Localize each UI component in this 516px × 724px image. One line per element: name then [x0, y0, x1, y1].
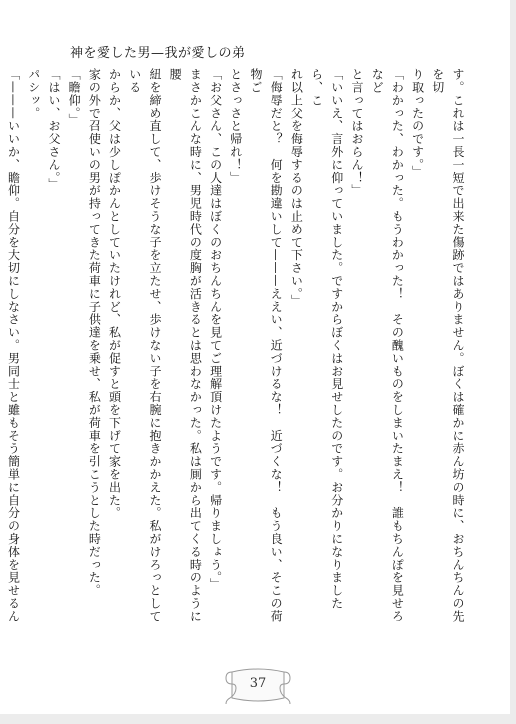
text-line: 「瞻仰。」 [67, 68, 82, 127]
text-line: れ以上父を侮辱するのは止めて下さい。」 [289, 68, 304, 308]
vertical-text-body [6, 68, 468, 628]
page-edge-bottom [0, 714, 516, 724]
text-line: とさっさと帰れ！」 [228, 68, 243, 185]
text-line: パシッ。 [26, 68, 41, 120]
running-head-title: 神を愛した男—我が愛しの弟 [70, 46, 246, 61]
text-line: からか、父は少しぽかんとしていたけれど、私が促すと頭を下げて家を出た。 [107, 68, 122, 520]
text-line: 家の外で召使いの男が持ってきた荷車に子供達を乗せ、私が荷車を引こうとした時だった。 [87, 68, 102, 597]
page-number-scroll [222, 664, 294, 706]
page-number: 37 [249, 676, 267, 691]
text-line: 「———いいか、瞻仰。自分を大切にしなさい。男同士と雖もそう簡単に自分の身体を見せるん [6, 68, 21, 623]
text-line: す。これは一長一短で出来た傷跡ではありません。ぼくは確かに赤ん坊の時に、おちんちんの先を切 [430, 68, 465, 623]
text-line: 「はい、お父さん。」 [46, 68, 61, 191]
text-line: 「いいえ、言外に仰っていました。ですからぼくはお見せしたのです。お分かりになりましたら、こ [309, 68, 344, 610]
text-line: と言ってはおらん！」 [349, 68, 364, 197]
text-line: 紐を締め直して、歩けそうな子を立たせ、歩けない子を右腕に抱きかかえた。私がけろっとしている [127, 68, 162, 623]
page-edge-right [510, 0, 516, 724]
text-line: 「お父さん、この人達はぼくのおちんちんを見てご理解頂けたようです。帰りましょう。」 [208, 68, 223, 591]
text-line: り取ったのです。」 [410, 68, 425, 179]
text-line: 「侮辱だと？ 何を勘違いして———ええい、近づけるな！ 近づくな！ もう良い、そこの荷物ご [248, 68, 284, 623]
text-line: まさかこんな時に、男児時代の度胸が活きるとは思わなかった。私は厠から出てくる時のように腰 [168, 68, 203, 623]
text-line: 「わかった、わかった。もうわかった！ その醜いものをしまいたまえ！ 誰もちんぽを見せろなど [370, 68, 405, 623]
